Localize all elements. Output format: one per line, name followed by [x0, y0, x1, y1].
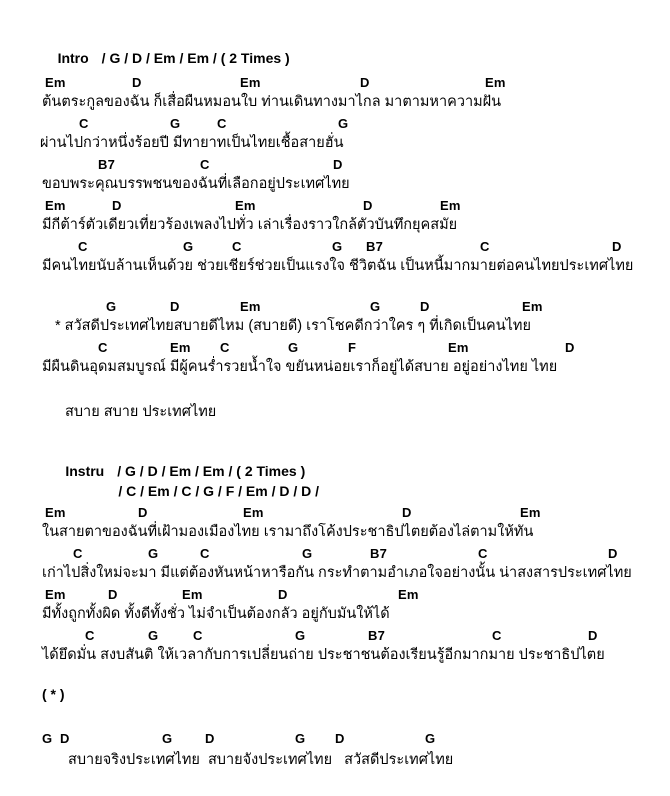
chord: G	[288, 340, 299, 355]
chord: C	[200, 546, 210, 561]
chord: G	[295, 731, 306, 746]
chord: Em	[182, 587, 203, 602]
chord-row	[0, 340, 670, 358]
chord: D	[333, 157, 343, 172]
chord: Em	[440, 198, 461, 213]
chord: G	[183, 239, 194, 254]
chord: D	[612, 239, 622, 254]
chord: D	[138, 505, 148, 520]
instru-label: Instru	[65, 463, 105, 479]
chord: B7	[366, 239, 384, 254]
chord-row	[0, 239, 670, 257]
chord: C	[193, 628, 203, 643]
chord: C	[220, 340, 230, 355]
chord: C	[98, 340, 108, 355]
chord: Em	[45, 587, 66, 602]
chord: C	[232, 239, 242, 254]
lyric-line: ได้ยึดมั่น สงบสันติ ให้เวลากับการเปลี่ยนถ่าย ประชาชนต้องเรียนรู้อีกมากมาย ประชาธิปไตย	[42, 647, 605, 663]
chord: D	[360, 75, 370, 90]
lyric-line: สบายจริงประเทศไทย สบายจังประเทศไทย สวัสดีประเทศไทย	[68, 752, 454, 768]
chord: D	[170, 299, 180, 314]
chord: D	[565, 340, 575, 355]
chord: D	[132, 75, 142, 90]
chord: G	[148, 628, 159, 643]
chord: G	[170, 116, 181, 131]
repeat-chorus-mark: ( * )	[42, 686, 65, 702]
chord: Em	[45, 75, 66, 90]
chord: C	[78, 239, 88, 254]
chord: D	[335, 731, 345, 746]
lyric-line: มีทั้งถูกทั้งผิด ทั้งดีทั้งชั่ว ไม่จำเป็นต้องกลัว อยู่กับมันให้ได้	[42, 606, 390, 622]
chord: C	[85, 628, 95, 643]
chord: G	[338, 116, 349, 131]
chord-row	[0, 628, 670, 646]
lyric-line: ในสายตาของฉันที่เฝ้ามองเมืองไทย เรามาถึงโค้งประชาธิปไตยต้องไล่ตามให้ทัน	[42, 524, 534, 540]
chord: D	[608, 546, 618, 561]
chord: D	[402, 505, 412, 520]
chord: Em	[45, 198, 66, 213]
chord: Em	[448, 340, 469, 355]
chord: Em	[398, 587, 419, 602]
chord: Em	[522, 299, 543, 314]
chord: D	[112, 198, 122, 213]
chord: Em	[235, 198, 256, 213]
chord: Em	[485, 75, 506, 90]
chord: C	[200, 157, 210, 172]
chord: D	[420, 299, 430, 314]
lyric-line: ต้นตระกูลของฉัน ก็เสื่อผืนหมอนใบ ท่านเดินทางมาไกล มาตามหาความฝัน	[42, 94, 502, 110]
chord: Em	[240, 299, 261, 314]
chord: C	[478, 546, 488, 561]
chord-row	[0, 299, 670, 317]
chord: D	[108, 587, 118, 602]
chord: D	[60, 731, 70, 746]
chord: G	[302, 546, 313, 561]
lyric-line: มีคนไทยนับล้านเห็นด้วย ช่วยเชียร์ช่วยเป็นแรงใจ ชีวิตฉัน เป็นหนี้มากมายต่อคนไทยประเทศไทย	[42, 258, 634, 274]
chord-row	[0, 546, 670, 564]
intro-progression: / G / D / Em / Em / ( 2 Times )	[101, 50, 290, 66]
chord: D	[278, 587, 288, 602]
intro-label: Intro	[57, 50, 89, 66]
lyric-line: * สวัสดีประเทศไทยสบายดีไหม (สบายดี) เราโชคดีกว่าใคร ๆ ที่เกิดเป็นคนไทย	[55, 318, 531, 334]
chord-row	[0, 505, 670, 523]
chord: G	[425, 731, 436, 746]
chord: Em	[45, 505, 66, 520]
chord: G	[42, 731, 53, 746]
chord: Em	[243, 505, 264, 520]
lyric-line: สบาย สบาย ประเทศไทย	[65, 404, 217, 420]
chord: D	[588, 628, 598, 643]
chord: G	[148, 546, 159, 561]
chord: C	[217, 116, 227, 131]
chord: G	[162, 731, 173, 746]
lyric-line: มีกีต้าร์ตัวเดียวเที่ยวร้องเพลงไปทั่ว เล่าเรื่องราวใกล้ตัวบันทึกยุคสมัย	[42, 217, 458, 233]
chord-row	[0, 75, 670, 93]
lyric-line: มีผืนดินอุดมสมบูรณ์ มีผู้คนร่ำรวยน้ำใจ ขยันหน่อยเราก็อยู่ได้สบาย อยู่อย่างไทย ไทย	[42, 359, 558, 375]
chord: C	[73, 546, 83, 561]
chord: G	[295, 628, 306, 643]
chord-row	[0, 731, 670, 749]
chord: C	[480, 239, 490, 254]
chord: C	[79, 116, 89, 131]
chord: C	[492, 628, 502, 643]
chord-row	[0, 116, 670, 134]
chord-row	[0, 587, 670, 605]
lyric-line: ผ่านไปกว่าหนึ่งร้อยปี มีทายาทเป็นไทยเชื้อสายฮั่น	[40, 135, 344, 151]
lyric-line: เก่าไปสิ่งใหม่จะมา มีแต่ต้องหันหน้าหารือกัน กระทำตามอำเภอใจอย่างนั้น น่าสงสารประเทศไทย	[42, 565, 632, 581]
chord: D	[363, 198, 373, 213]
chord: D	[205, 731, 215, 746]
chord: F	[348, 340, 357, 355]
chord: G	[106, 299, 117, 314]
chord: B7	[98, 157, 116, 172]
chord: G	[332, 239, 343, 254]
instru-progression-2: / C / Em / C / G / F / Em / D / D /	[118, 483, 320, 499]
chord: Em	[520, 505, 541, 520]
chord: Em	[240, 75, 261, 90]
chord: B7	[370, 546, 388, 561]
lyric-line: ขอบพระคุณบรรพชนของฉันที่เลือกอยู่ประเทศไทย	[42, 176, 350, 192]
chord: B7	[368, 628, 386, 643]
chord-row	[0, 198, 670, 216]
chord: G	[370, 299, 381, 314]
instru-progression-1: / G / D / Em / Em / ( 2 Times )	[117, 463, 306, 479]
chord-row	[0, 157, 670, 175]
chord: Em	[170, 340, 191, 355]
